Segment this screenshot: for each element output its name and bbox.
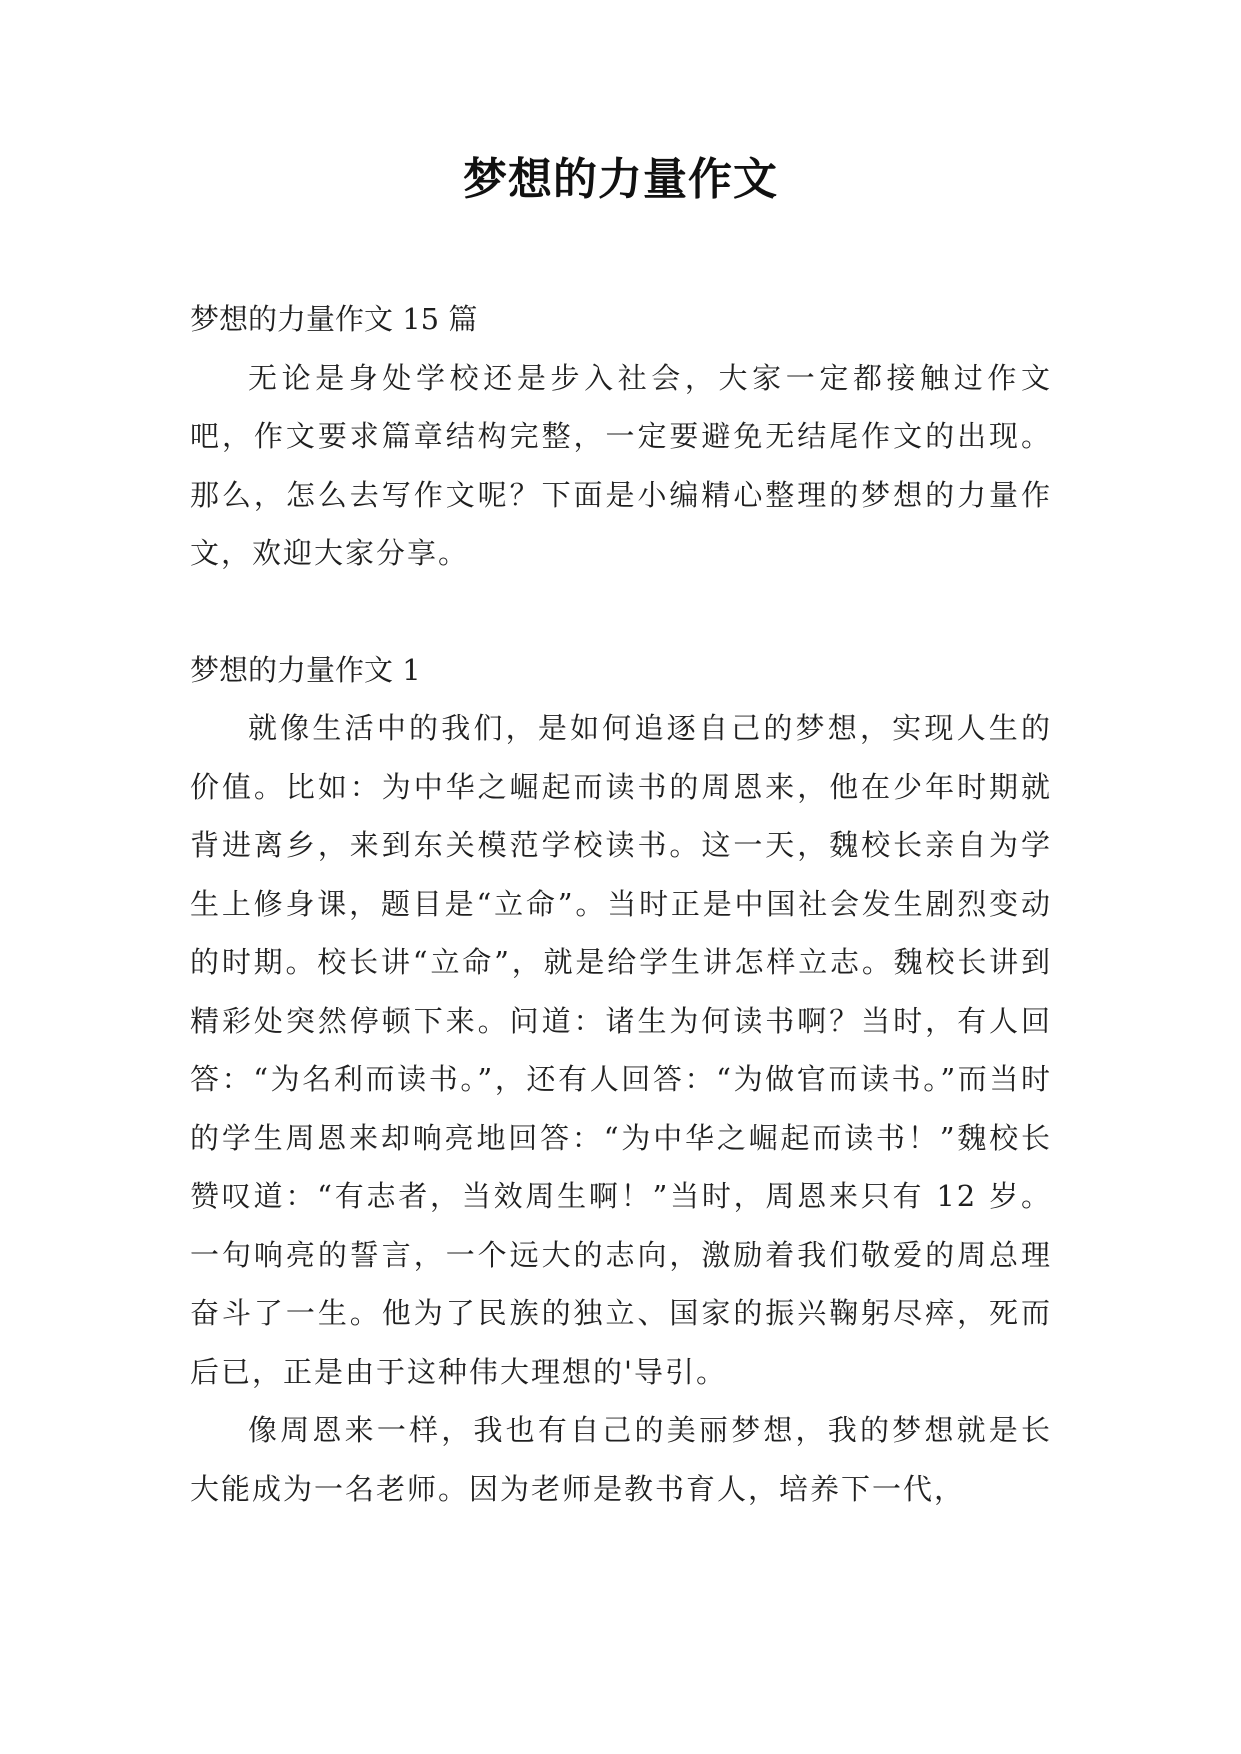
body-paragraph-1: 就像生活中的我们，是如何追逐自己的梦想，实现人生的价值。比如：为中华之崛起而读书的周恩来，他在少年时期就背进离乡，来到东关模范学校读书。这一天，魏校长亲自为学生上修身课，题目是“立命”。当时正是中国社会发生剧烈变动的时期。校长讲“立命”，就是给学生讲怎样立志。魏校长讲到精彩处突然停顿下来。问道：诸生为何读书啊？当时，有人回答：“为名利而读书。”，还有人回答：“为做官而读书。”而当时的学生周恩来却响亮地回答：“为中华之崛起而读书！”魏校长赞叹道：“有志者，当效周生啊！”当时，周恩来只有 12 岁。一句响亮的誓言，一个远大的志向，激励着我们敬爱的周总理奋斗了一生。他为了民族的独立、国家的振兴鞠躬尽瘁，死而后已，正是由于这种伟大理想的'导引。 [190, 711, 1052, 1389]
section-spacer [190, 583, 1052, 641]
subtitle: 梦想的力量作文 15 篇 [190, 302, 478, 336]
document-body [190, 290, 1052, 1518]
section-heading: 梦想的力量作文 1 [190, 652, 421, 687]
intro-paragraph: 无论是身处学校还是步入社会，大家一定都接触过作文吧，作文要求篇章结构完整，一定要避免无结尾作文的出现。那么，怎么去写作文呢？下面是小编精心整理的梦想的力量作文，欢迎大家分享。 [190, 360, 1052, 570]
document-title: 梦想的力量作文 [463, 154, 778, 205]
body-paragraph-2: 像周恩来一样，我也有自己的美丽梦想，我的梦想就是长大能成为一名老师。因为老师是教书育人，培养下一代， [190, 1413, 1052, 1506]
